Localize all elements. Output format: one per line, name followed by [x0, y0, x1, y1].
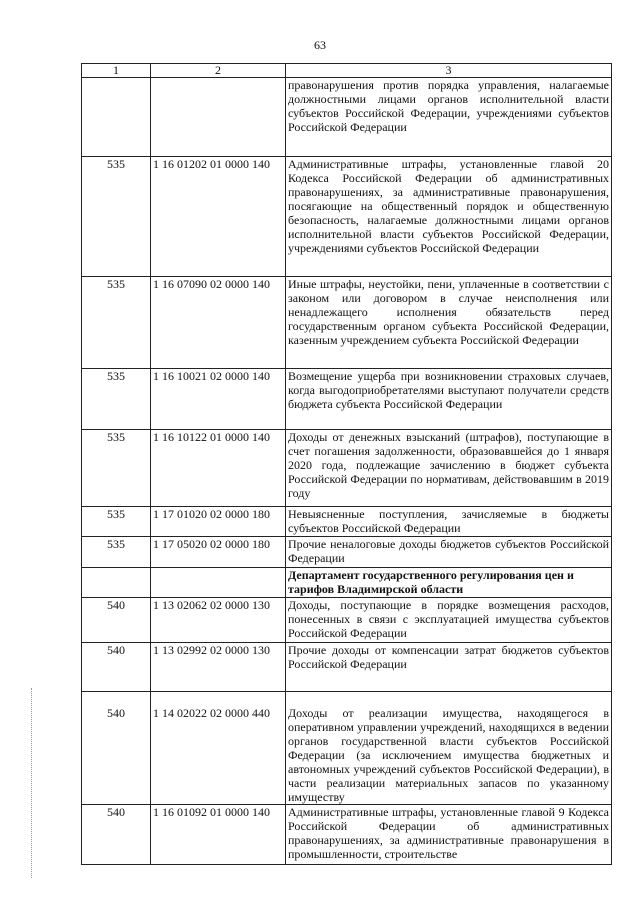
table-row: [82, 507, 612, 537]
description-cell: Доходы от реализации имущества, находящегося в оперативном управлении учреждений, находящихся в ведении органов государственной власти субъектов Российской Федерации (за исключением имущества бюджетных и автономных учреждений субъектов Российской Федерации), в части реализации материальных запасов по указанному имуществу: [286, 692, 612, 805]
admin-code-cell: 535: [82, 369, 151, 430]
table-row: [82, 157, 612, 277]
budget-code-cell: 1 17 01020 02 0000 180: [151, 507, 286, 537]
description-cell: Административные штрафы, установленные главой 9 Кодекса Российской Федерации об административных правонарушениях, за административные правонарушения в промышленности, строительстве: [286, 805, 612, 865]
description-cell: Иные штрафы, неустойки, пени, уплаченные в соответствии с законом или договором в случае неисполнения или ненадлежащего исполнения обязательств перед государственным органом субъекта Российской Федерации, казенным учреждением субъекта Российской Федерации: [286, 277, 612, 369]
department-heading-row: [82, 568, 612, 598]
page-number: 63: [314, 38, 326, 52]
budget-code-cell: 1 16 01092 01 0000 140: [151, 805, 286, 865]
table-row: [82, 598, 612, 643]
revenue-codes-table: [81, 63, 612, 865]
admin-code-cell: [82, 78, 151, 157]
admin-code-cell: 540: [82, 805, 151, 865]
admin-code-cell: 535: [82, 157, 151, 277]
table-row: [82, 78, 612, 157]
admin-code-cell: 540: [82, 643, 151, 692]
budget-code-cell: 1 14 02022 02 0000 440: [151, 692, 286, 805]
budget-code-cell: 1 13 02992 02 0000 130: [151, 643, 286, 692]
table-row: [82, 805, 612, 865]
budget-code-cell: 1 17 05020 02 0000 180: [151, 537, 286, 568]
admin-code-cell: [82, 568, 151, 598]
budget-code-cell: 1 13 02062 02 0000 130: [151, 598, 286, 643]
budget-code-cell: 1 16 10122 01 0000 140: [151, 430, 286, 507]
budget-code-cell: [151, 568, 286, 598]
admin-code-cell: 540: [82, 598, 151, 643]
margin-rule: [31, 688, 33, 878]
table-header-row: [82, 64, 612, 78]
admin-code-cell: 535: [82, 507, 151, 537]
column-header-2: 2: [151, 64, 286, 78]
budget-code-cell: [151, 78, 286, 157]
table-row: [82, 369, 612, 430]
description-cell: Возмещение ущерба при возникновении страховых случаев, когда выгодоприобретателями выступают получатели средств бюджета субъекта Российской Федерации: [286, 369, 612, 430]
column-header-1: 1: [82, 64, 151, 78]
column-header-3: 3: [286, 64, 612, 78]
budget-code-cell: 1 16 07090 02 0000 140: [151, 277, 286, 369]
description-cell: Доходы, поступающие в порядке возмещения расходов, понесенных в связи с эксплуатацией имущества субъектов Российской Федерации: [286, 598, 612, 643]
department-title: Департамент государственного регулирования цен и тарифов Владимирской области: [286, 568, 612, 598]
description-cell: Доходы от денежных взысканий (штрафов), поступающие в счет погашения задолженности, образовавшейся до 1 января 2020 года, подлежащие зачислению в бюджет субъекта Российской Федерации по нормативам, действовавшим в 2019 году: [286, 430, 612, 507]
budget-code-cell: 1 16 10021 02 0000 140: [151, 369, 286, 430]
admin-code-cell: 540: [82, 692, 151, 805]
table-row: [82, 537, 612, 568]
table-row: [82, 643, 612, 692]
table-row: [82, 277, 612, 369]
table-row: [82, 430, 612, 507]
admin-code-cell: 535: [82, 277, 151, 369]
description-cell: правонарушения против порядка управления, налагаемые должностными лицами органов исполнительной власти субъектов Российской Федерации, учреждениями субъектов Российской Федерации: [286, 78, 612, 157]
description-cell: Невыясненные поступления, зачисляемые в бюджеты субъектов Российской Федерации: [286, 507, 612, 537]
admin-code-cell: 535: [82, 537, 151, 568]
description-cell: Прочие неналоговые доходы бюджетов субъектов Российской Федерации: [286, 537, 612, 568]
admin-code-cell: 535: [82, 430, 151, 507]
budget-code-cell: 1 16 01202 01 0000 140: [151, 157, 286, 277]
description-cell: Административные штрафы, установленные главой 20 Кодекса Российской Федерации об административных правонарушениях, за административные правонарушения, посягающие на общественный порядок и общественную безопасность, налагаемые должностными лицами органов исполнительной власти субъектов Российской Федерации, учреждениями субъектов Российской Федерации: [286, 157, 612, 277]
description-cell: Прочие доходы от компенсации затрат бюджетов субъектов Российской Федерации: [286, 643, 612, 692]
table-row: [82, 692, 612, 805]
